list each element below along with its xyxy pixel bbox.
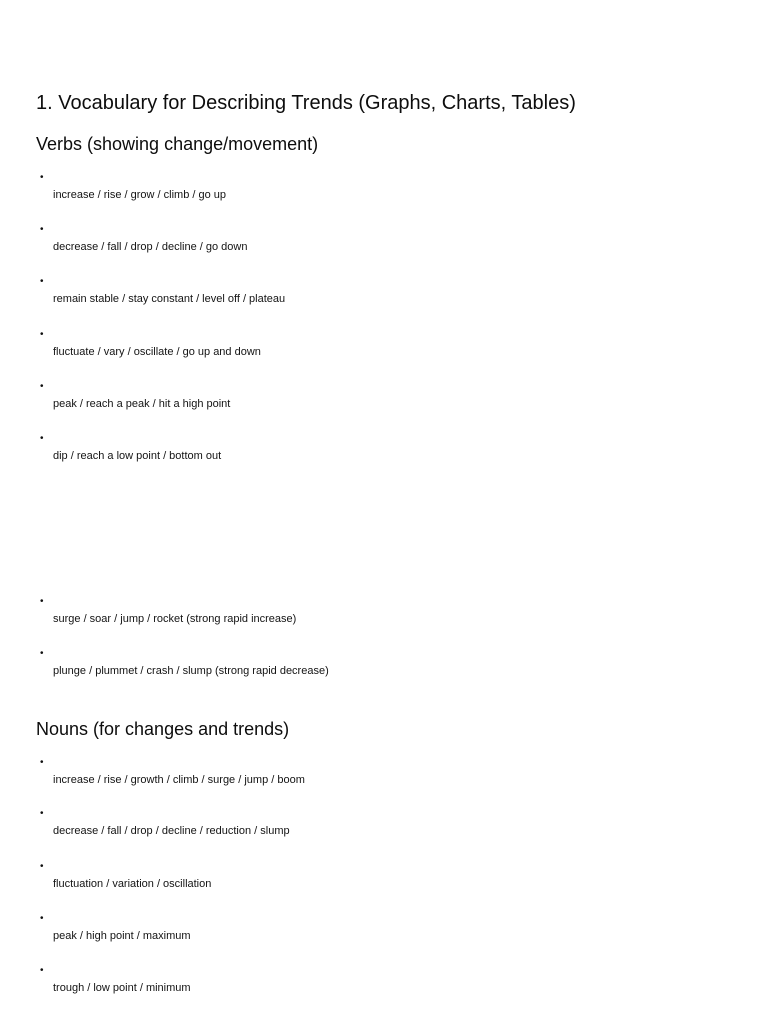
list-item-label: remain stable / stay constant / level off / plateau <box>53 293 286 305</box>
bullet-icon: • <box>40 596 44 607</box>
list-item <box>40 862 740 902</box>
bullet-icon: • <box>40 224 44 235</box>
bullet-icon: • <box>40 808 44 819</box>
bullet-icon: • <box>40 433 44 444</box>
list-item-label: increase / rise / growth / climb / surge / jump / boom <box>53 774 305 786</box>
bullet-icon: • <box>40 648 44 659</box>
list-item-label: decrease / fall / drop / decline / go down <box>53 241 248 253</box>
list-item <box>40 382 740 422</box>
list-item-label: fluctuate / vary / oscillate / go up and down <box>53 346 261 358</box>
bullet-icon: • <box>40 172 44 183</box>
list-item-label: plunge / plummet / crash / slump (strong rapid decrease) <box>53 665 329 677</box>
section-heading-verbs: Verbs (showing change/movement) <box>36 134 319 154</box>
section-heading-nouns: Nouns (for changes and trends) <box>36 719 290 739</box>
bullet-icon: • <box>40 913 44 924</box>
bullet-icon: • <box>40 965 44 976</box>
list-item-label: peak / high point / maximum <box>53 930 191 942</box>
bullet-icon: • <box>40 381 44 392</box>
bullet-icon: • <box>40 757 44 768</box>
list-item-label: surge / soar / jump / rocket (strong rapid increase) <box>53 613 297 625</box>
list-item <box>40 277 740 317</box>
list-item <box>40 914 740 954</box>
list-item <box>40 330 740 370</box>
list-item <box>40 434 740 474</box>
list-item-label: increase / rise / grow / climb / go up <box>53 189 227 201</box>
list-item-label: trough / low point / minimum <box>53 982 191 994</box>
bullet-icon: • <box>40 861 44 872</box>
list-item <box>40 225 740 265</box>
bullet-icon: • <box>40 276 44 287</box>
list-item-label: dip / reach a low point / bottom out <box>53 450 222 462</box>
list-item <box>40 809 740 849</box>
list-item-label: fluctuation / variation / oscillation <box>53 878 212 890</box>
list-item <box>40 758 740 798</box>
bullet-icon: • <box>40 329 44 340</box>
list-item <box>40 649 740 689</box>
list-item <box>40 597 740 637</box>
list-item <box>40 966 740 1006</box>
list-item-label: decrease / fall / drop / decline / reduction / slump <box>53 825 290 837</box>
page-title: 1. Vocabulary for Describing Trends (Graphs, Charts, Tables) <box>36 92 576 114</box>
list-item-label: peak / reach a peak / hit a high point <box>53 398 231 410</box>
list-item <box>40 173 740 213</box>
